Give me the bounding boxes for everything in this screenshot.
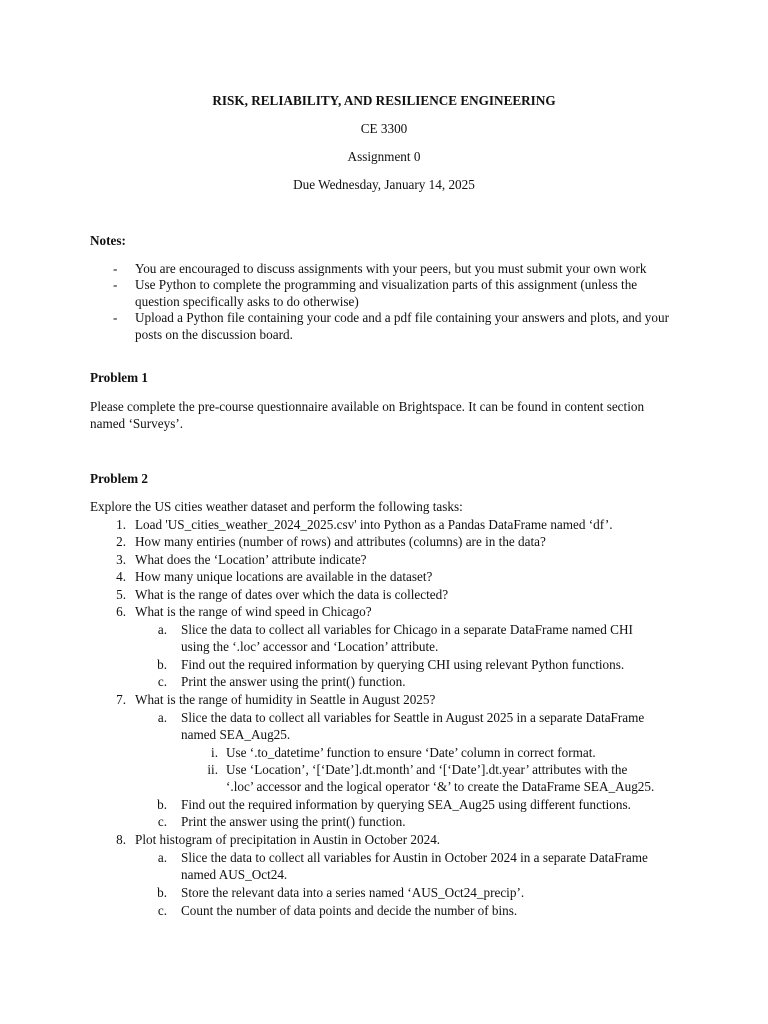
list-marker: 6. xyxy=(116,604,126,619)
note-item: Upload a Python file containing your code and a pdf file containing your answers and plots, and your posts on the discussion board. xyxy=(135,310,669,342)
note-bullet: - xyxy=(113,261,118,276)
list-marker: b. xyxy=(157,797,167,812)
due-date: Due Wednesday, January 14, 2025 xyxy=(293,177,475,192)
list-marker: 7. xyxy=(116,692,126,707)
list-marker: i. xyxy=(211,745,218,760)
note-bullet: - xyxy=(113,277,118,292)
list-item-continuation: named AUS_Oct24. xyxy=(181,867,288,882)
list-item: Count the number of data points and decide the number of bins. xyxy=(181,903,518,918)
list-item: What is the range of humidity in Seattle in August 2025? xyxy=(135,692,436,707)
list-item: Store the relevant data into a series named ‘AUS_Oct24_precip’. xyxy=(181,885,525,900)
problem1-text: Please complete the pre-course questionnaire available on Brightspace. It can be found in content section named ‘Surveys’. xyxy=(90,399,645,431)
list-item: What is the range of dates over which the data is collected? xyxy=(135,587,449,602)
list-marker: b. xyxy=(157,885,167,900)
list-item: Plot histogram of precipitation in Austin in October 2024. xyxy=(135,832,441,847)
list-marker: 4. xyxy=(116,569,126,584)
note-item: Use Python to complete the programming and visualization parts of this assignment (unless the question specifically asks to do otherwise) xyxy=(135,277,638,309)
list-marker: 1. xyxy=(116,517,126,532)
list-marker: c. xyxy=(157,674,167,689)
list-marker: ii. xyxy=(207,762,218,777)
list-item: How many unique locations are available in the dataset? xyxy=(135,569,433,584)
list-marker: c. xyxy=(157,903,167,918)
list-marker: a. xyxy=(157,622,167,637)
list-item: Print the answer using the print() function. xyxy=(181,674,406,689)
list-item: Find out the required information by querying CHI using relevant Python functions. xyxy=(181,657,625,672)
problem2-intro: Explore the US cities weather dataset and perform the following tasks: xyxy=(90,499,463,514)
problem1-heading: Problem 1 xyxy=(90,370,148,385)
document-title: RISK, RELIABILITY, AND RESILIENCE ENGINEERING xyxy=(212,93,556,108)
list-marker: b. xyxy=(157,657,167,672)
list-item: What does the ‘Location’ attribute indicate? xyxy=(135,552,367,567)
list-item-continuation: using the ‘.loc’ accessor and ‘Location’ attribute. xyxy=(181,639,439,654)
list-marker: 5. xyxy=(116,587,126,602)
note-bullet: - xyxy=(113,310,118,325)
list-item: Slice the data to collect all variables for Austin in October 2024 in a separate DataFrame xyxy=(181,850,648,865)
list-item: Find out the required information by querying SEA_Aug25 using different functions. xyxy=(181,797,631,812)
note-item: You are encouraged to discuss assignments with your peers, but you must submit your own work xyxy=(135,261,647,276)
list-marker: c. xyxy=(157,814,167,829)
problem2-heading: Problem 2 xyxy=(90,471,148,486)
list-item: Slice the data to collect all variables for Chicago in a separate DataFrame named CHI xyxy=(181,622,633,637)
list-item: Print the answer using the print() function. xyxy=(181,814,406,829)
list-marker: a. xyxy=(157,850,167,865)
list-item: Slice the data to collect all variables for Seattle in August 2025 in a separate DataFrame xyxy=(181,710,645,725)
list-item-continuation: named SEA_Aug25. xyxy=(181,727,291,742)
list-item: Use ‘Location’, ‘[‘Date’].dt.month’ and ‘[‘Date’].dt.year’ attributes with the xyxy=(226,762,628,777)
list-marker: 8. xyxy=(116,832,126,847)
notes-heading: Notes: xyxy=(90,233,126,248)
list-item: What is the range of wind speed in Chicago? xyxy=(135,604,372,619)
list-marker: a. xyxy=(157,710,167,725)
list-item-continuation: ‘.loc’ accessor and the logical operator ‘&’ to create the DataFrame SEA_Aug25. xyxy=(226,779,655,794)
course-code: CE 3300 xyxy=(360,121,408,136)
assignment-name: Assignment 0 xyxy=(347,149,421,164)
list-marker: 3. xyxy=(116,552,126,567)
list-item: Load 'US_cities_weather_2024_2025.csv' into Python as a Pandas DataFrame named ‘df’. xyxy=(135,517,613,532)
list-item: Use ‘.to_datetime’ function to ensure ‘Date’ column in correct format. xyxy=(226,745,596,760)
list-item: How many entiries (number of rows) and attributes (columns) are in the data? xyxy=(135,534,546,549)
list-marker: 2. xyxy=(116,534,126,549)
